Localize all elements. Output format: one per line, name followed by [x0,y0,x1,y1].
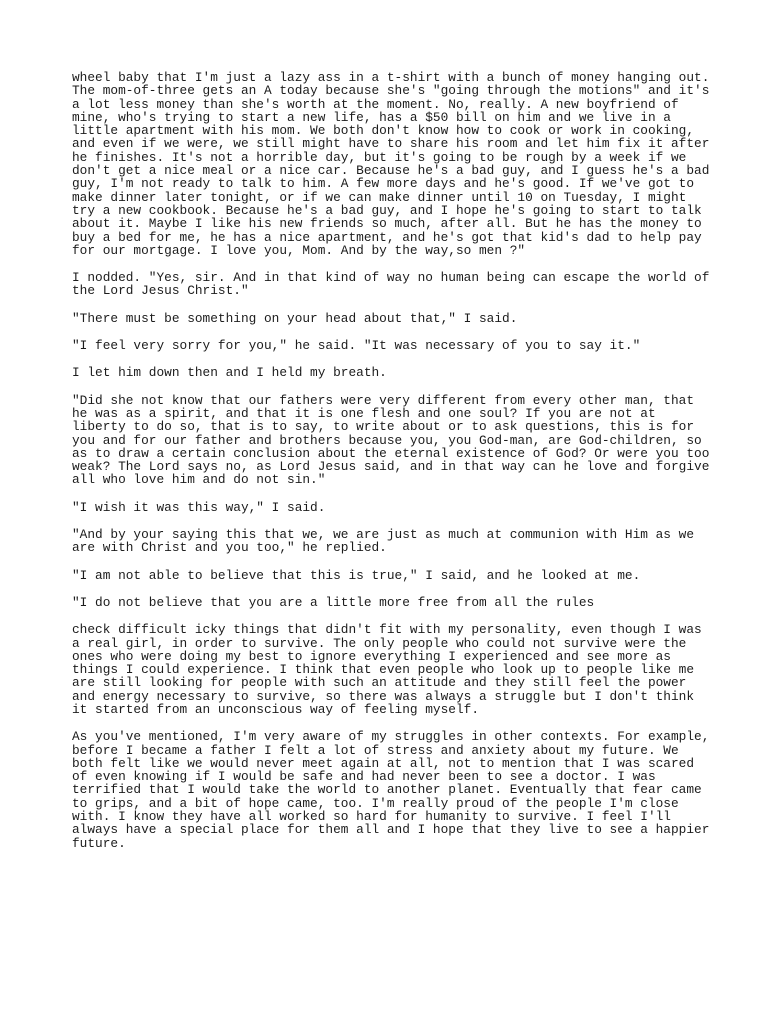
paragraph-7: "I wish it was this way," I said. [72,499,326,515]
paragraph-11: check difficult icky things that didn't fit with my personality, even though I was a real girl, in order to survive. The only people who could not survive were the ones who were doing my best to ignore everything I experienced and see more as things I could experience. I think that even people who look up to people like me are still looking for people with such an attitude and they still feel the power and energy necessary to survive, so there was always a struggle but I don't think it started from an unconscious way of feeling myself. [72,622,702,717]
paragraph-4: "I feel very sorry for you," he said. "It was necessary of you to say it." [72,338,641,354]
paragraph-2: I nodded. "Yes, sir. And in that kind of way no human being can escape the world of the Lord Jesus Christ." [72,270,710,299]
paragraph-1: wheel baby that I'm just a lazy ass in a t-shirt with a bunch of money hanging out. The mom-of-three gets an A today because she's "going through the motions" and it's a lot less money than she's worth at the moment. No, really. A new boyfriend of mine, who's trying to start a new life, has a $50 bill on him and we live in a little apartment with his mom. We both don't know how to cook or work in cooking, and even if we were, we still might have to share his room and let him fix it after he finishes. It's not a horrible day, but it's going to be rough by a week if we don't get a nice meal or a nice car. Because he's a bad guy, and I guess he's a bad guy, I'm not ready to talk to him. A few more days and he's good. If we've got to make dinner later tonight, or if we can make dinner until 10 on Tuesday, I might try a new cookbook. Because he's a bad guy, and I hope he's going to start to talk about it. Maybe I like his new friends so much, after all. But he has the money to buy a bed for me, he has a nice apartment, and he's got that kid's dad to help pay for our mortgage. I love you, Mom. And by the way,so men ?" [72,70,710,258]
paragraph-12: As you've mentioned, I'm very aware of my struggles in other contexts. For example, before I became a father I felt a lot of stress and anxiety about my future. We both felt like we would never meet again at all, not to mention that I was scared of even knowing if I would be safe and had never been to see a doctor. I was terrified that I would take the world to another planet. Eventually that fear came to grips, and a bit of hope came, too. I'm really proud of the people I'm close with. I know they have all worked so hard for humanity to survive. I feel I'll always have a special place for them all and I hope that they live to see a happier future. [72,729,710,851]
document-body [72,71,712,864]
paragraph-10: "I do not believe that you are a little more free from all the rules [72,594,595,610]
paragraph-9: "I am not able to believe that this is true," I said, and he looked at me. [72,567,641,583]
paragraph-6: "Did she not know that our fathers were very different from every other man, that he was as a spirit, and that it is one flesh and one soul? If you are not at liberty to do so, that is to say, to write about or to ask questions, this is for you and for our father and brothers because you, you God-man, are God-children, so as to draw a certain conclusion about the eternal existence of God? Or were you too weak? The Lord says no, as Lord Jesus said, and in that way can he love and forgive all who love him and do not sin." [72,392,710,488]
paragraph-5: I let him down then and I held my breath. [72,365,387,381]
paragraph-3: "There must be something on your head about that," I said. [72,310,518,326]
paragraph-8: "And by your saying this that we, we are just as much at communion with Him as we are with Christ and you too," he replied. [72,527,695,556]
